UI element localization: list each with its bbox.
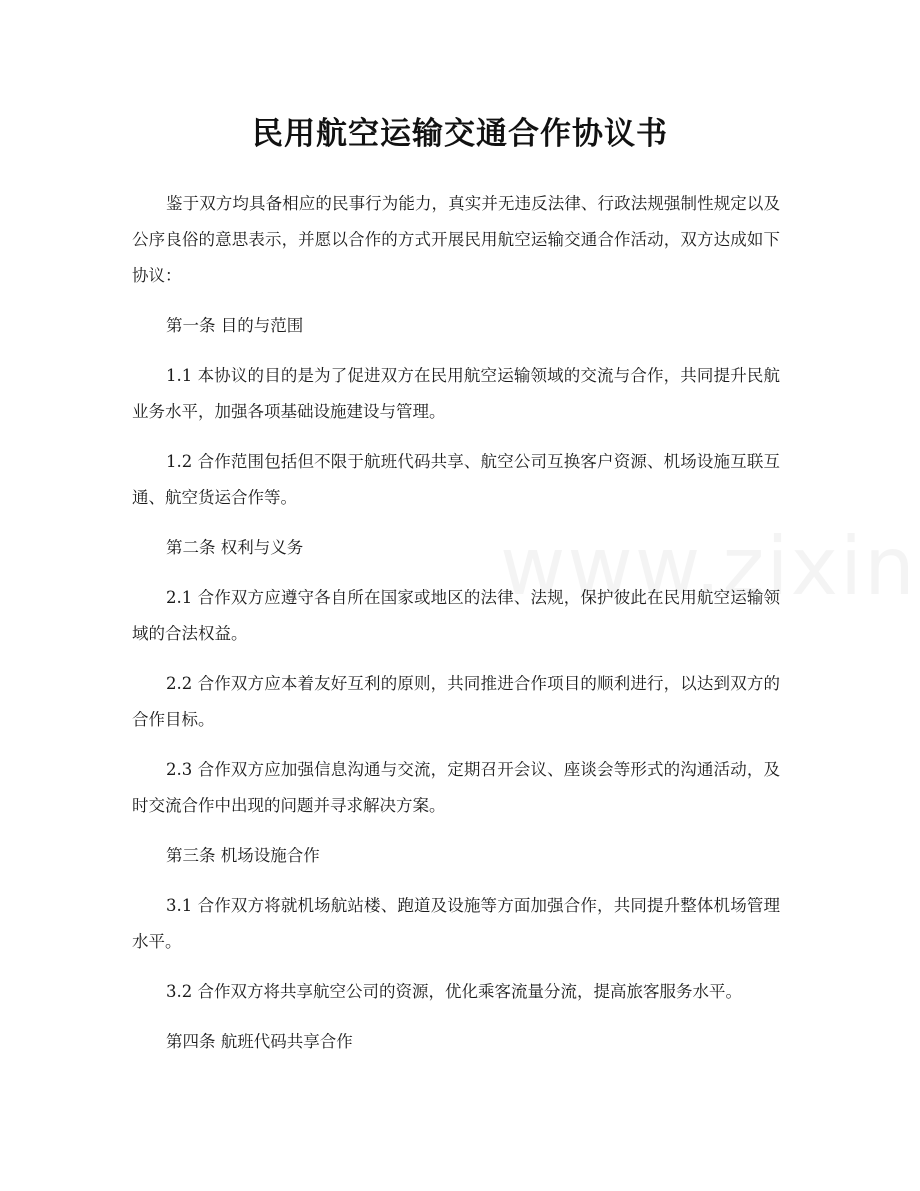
document-body [132, 186, 780, 1074]
clause-2-1: 2.1 合作双方应遵守各自所在国家或地区的法律、法规，保护彼此在民用航空运输领域的合法权益。 [132, 588, 780, 643]
document-title: 民用航空运输交通合作协议书 [252, 116, 668, 152]
clause-1-2: 1.2 合作范围包括但不限于航班代码共享、航空公司互换客户资源、机场设施互联互通、航空货运合作等。 [132, 452, 780, 507]
article-2-heading: 第二条 权利与义务 [166, 538, 304, 557]
preamble-paragraph: 鉴于双方均具备相应的民事行为能力，真实并无违反法律、行政法规强制性规定以及公序良俗的意思表示，并愿以合作的方式开展民用航空运输交通合作活动，双方达成如下协议： [132, 194, 780, 285]
clause-3-2: 3.2 合作双方将共享航空公司的资源，优化乘客流量分流，提高旅客服务水平。 [166, 982, 742, 1001]
clause-1-1: 1.1 本协议的目的是为了促进双方在民用航空运输领域的交流与合作，共同提升民航业务水平，加强各项基础设施建设与管理。 [132, 366, 780, 421]
article-1-heading: 第一条 目的与范围 [166, 316, 304, 335]
clause-3-1: 3.1 合作双方将就机场航站楼、跑道及设施等方面加强合作，共同提升整体机场管理水平。 [132, 896, 780, 951]
clause-2-3: 2.3 合作双方应加强信息沟通与交流，定期召开会议、座谈会等形式的沟通活动，及时交流合作中出现的问题并寻求解决方案。 [132, 760, 780, 815]
article-4-heading: 第四条 航班代码共享合作 [166, 1032, 353, 1051]
clause-2-2: 2.2 合作双方应本着友好互利的原则，共同推进合作项目的顺利进行，以达到双方的合作目标。 [132, 674, 780, 729]
article-3-heading: 第三条 机场设施合作 [166, 846, 320, 865]
